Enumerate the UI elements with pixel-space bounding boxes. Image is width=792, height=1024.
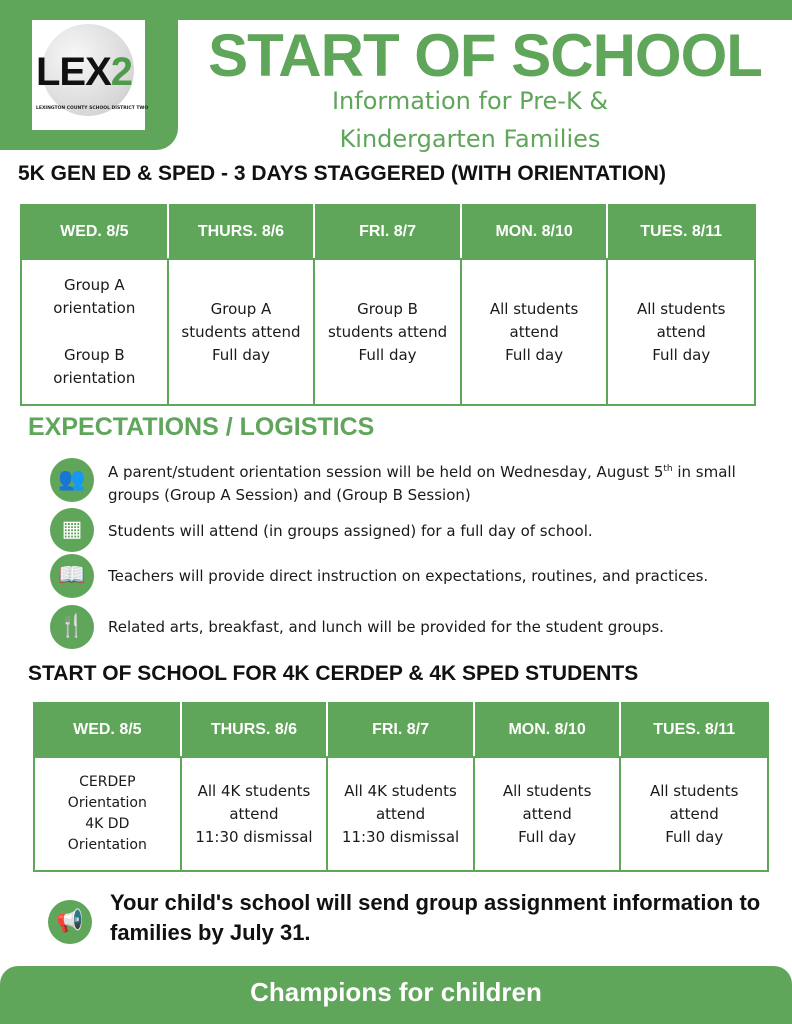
cell-text: All 4K students <box>197 781 311 800</box>
section2-heading: START OF SCHOOL FOR 4K CERDEP & 4K SPED STUDENTS <box>28 662 639 685</box>
table-cell <box>34 757 181 871</box>
page-subtitle <box>240 82 700 158</box>
column-header: MON. 8/10 <box>461 205 608 259</box>
logo-number: 2 <box>110 50 133 94</box>
table-cell <box>168 259 315 405</box>
table-cell <box>461 259 608 405</box>
cell-text: Group B <box>63 346 125 364</box>
column-header: WED. 8/5 <box>21 205 168 259</box>
footer-slogan: Champions for children <box>250 977 542 1007</box>
cell-text: attend <box>509 322 559 341</box>
table-cell <box>181 757 328 871</box>
list-item <box>50 605 770 649</box>
schedule-table-4k <box>33 702 769 872</box>
cell-text: Group A <box>63 276 125 294</box>
column-header: TUES. 8/11 <box>620 703 768 757</box>
list-item <box>50 554 770 598</box>
table-cell <box>21 259 168 405</box>
cell-text: All 4K students <box>344 781 457 800</box>
cell-text: orientation <box>53 369 136 387</box>
column-header: WED. 8/5 <box>34 703 181 757</box>
item-text-part: A parent/student orientation session will be held on Wednesday, August 5 <box>108 463 664 481</box>
megaphone-icon: 📢 <box>48 900 92 944</box>
superscript: th <box>663 464 673 474</box>
cell-text: Group B <box>357 299 418 318</box>
item-text-part: in small groups (Group A Session) and (Group B Session) <box>108 463 736 504</box>
cell-text: Full day <box>518 827 577 846</box>
cell-text: CERDEP <box>79 774 136 790</box>
list-item <box>50 508 770 552</box>
cell-text: students attend <box>181 322 301 341</box>
logo-panel <box>0 0 178 150</box>
table-cell <box>327 757 474 871</box>
schedule-table-5k <box>20 204 756 406</box>
cell-text: Full day <box>505 345 564 364</box>
cell-text: Full day <box>358 345 417 364</box>
cell-text: attend <box>229 804 279 823</box>
cell-text: attend <box>522 804 572 823</box>
table-row <box>34 757 768 871</box>
logo <box>32 20 149 130</box>
cell-text: All students <box>502 781 592 800</box>
cell-text: All students <box>636 299 726 318</box>
column-header: THURS. 8/6 <box>168 205 315 259</box>
table-cell <box>474 757 621 871</box>
table-header-row <box>21 205 755 259</box>
logo-letters: LEX <box>36 50 111 94</box>
cell-text: Full day <box>665 827 724 846</box>
expectations-heading: EXPECTATIONS / LOGISTICS <box>28 413 375 441</box>
book-icon: 📖 <box>50 554 94 598</box>
column-header: TUES. 8/11 <box>607 205 755 259</box>
table-row <box>21 259 755 405</box>
notice-text: Your child's school will send group assignment information to families by July 31. <box>110 890 761 945</box>
column-header: FRI. 8/7 <box>314 205 461 259</box>
cell-text: Full day <box>211 345 270 364</box>
item-text: Related arts, breakfast, and lunch will be provided for the student groups. <box>108 618 664 636</box>
logo-wordmark <box>36 50 146 95</box>
subtitle-line-2: Kindergarten Families <box>339 125 601 153</box>
cell-text: All students <box>649 781 739 800</box>
column-header: MON. 8/10 <box>474 703 621 757</box>
cell-text: Orientation <box>67 795 147 811</box>
item-text: Teachers will provide direct instruction on expectations, routines, and practices. <box>108 567 709 585</box>
notice-banner <box>48 888 778 958</box>
cell-text: Full day <box>652 345 711 364</box>
cell-text: students attend <box>327 322 448 341</box>
cell-text: 11:30 dismissal <box>195 827 313 846</box>
cell-text: All students <box>489 299 579 318</box>
table-cell <box>314 259 461 405</box>
cell-text: attend <box>375 804 426 823</box>
group-icon: 👥 <box>50 458 94 502</box>
column-header: THURS. 8/6 <box>181 703 328 757</box>
page-title: START OF SCHOOL <box>208 22 762 89</box>
calendar-icon: ▦ <box>50 508 94 552</box>
utensils-icon: 🍴 <box>50 605 94 649</box>
cell-text: Group A <box>210 299 272 318</box>
item-text <box>108 458 748 507</box>
cell-text: 11:30 dismissal <box>341 827 460 846</box>
table-header-row <box>34 703 768 757</box>
cell-text: orientation <box>53 299 136 317</box>
cell-text: attend <box>656 322 706 341</box>
subtitle-line-1: Information for Pre-K & <box>331 87 609 115</box>
cell-text: Orientation <box>67 837 147 853</box>
cell-text: 4K DD <box>85 816 130 832</box>
cell-text: attend <box>669 804 719 823</box>
section1-heading: 5K GEN ED & SPED - 3 DAYS STAGGERED (WITH ORIENTATION) <box>18 162 666 185</box>
logo-subtext: LEXINGTON COUNTY SCHOOL DISTRICT TWO <box>36 106 149 111</box>
table-cell <box>620 757 768 871</box>
table-cell <box>607 259 755 405</box>
column-header: FRI. 8/7 <box>327 703 474 757</box>
item-text: Students will attend (in groups assigned) for a full day of school. <box>108 522 593 540</box>
list-item <box>50 458 770 502</box>
